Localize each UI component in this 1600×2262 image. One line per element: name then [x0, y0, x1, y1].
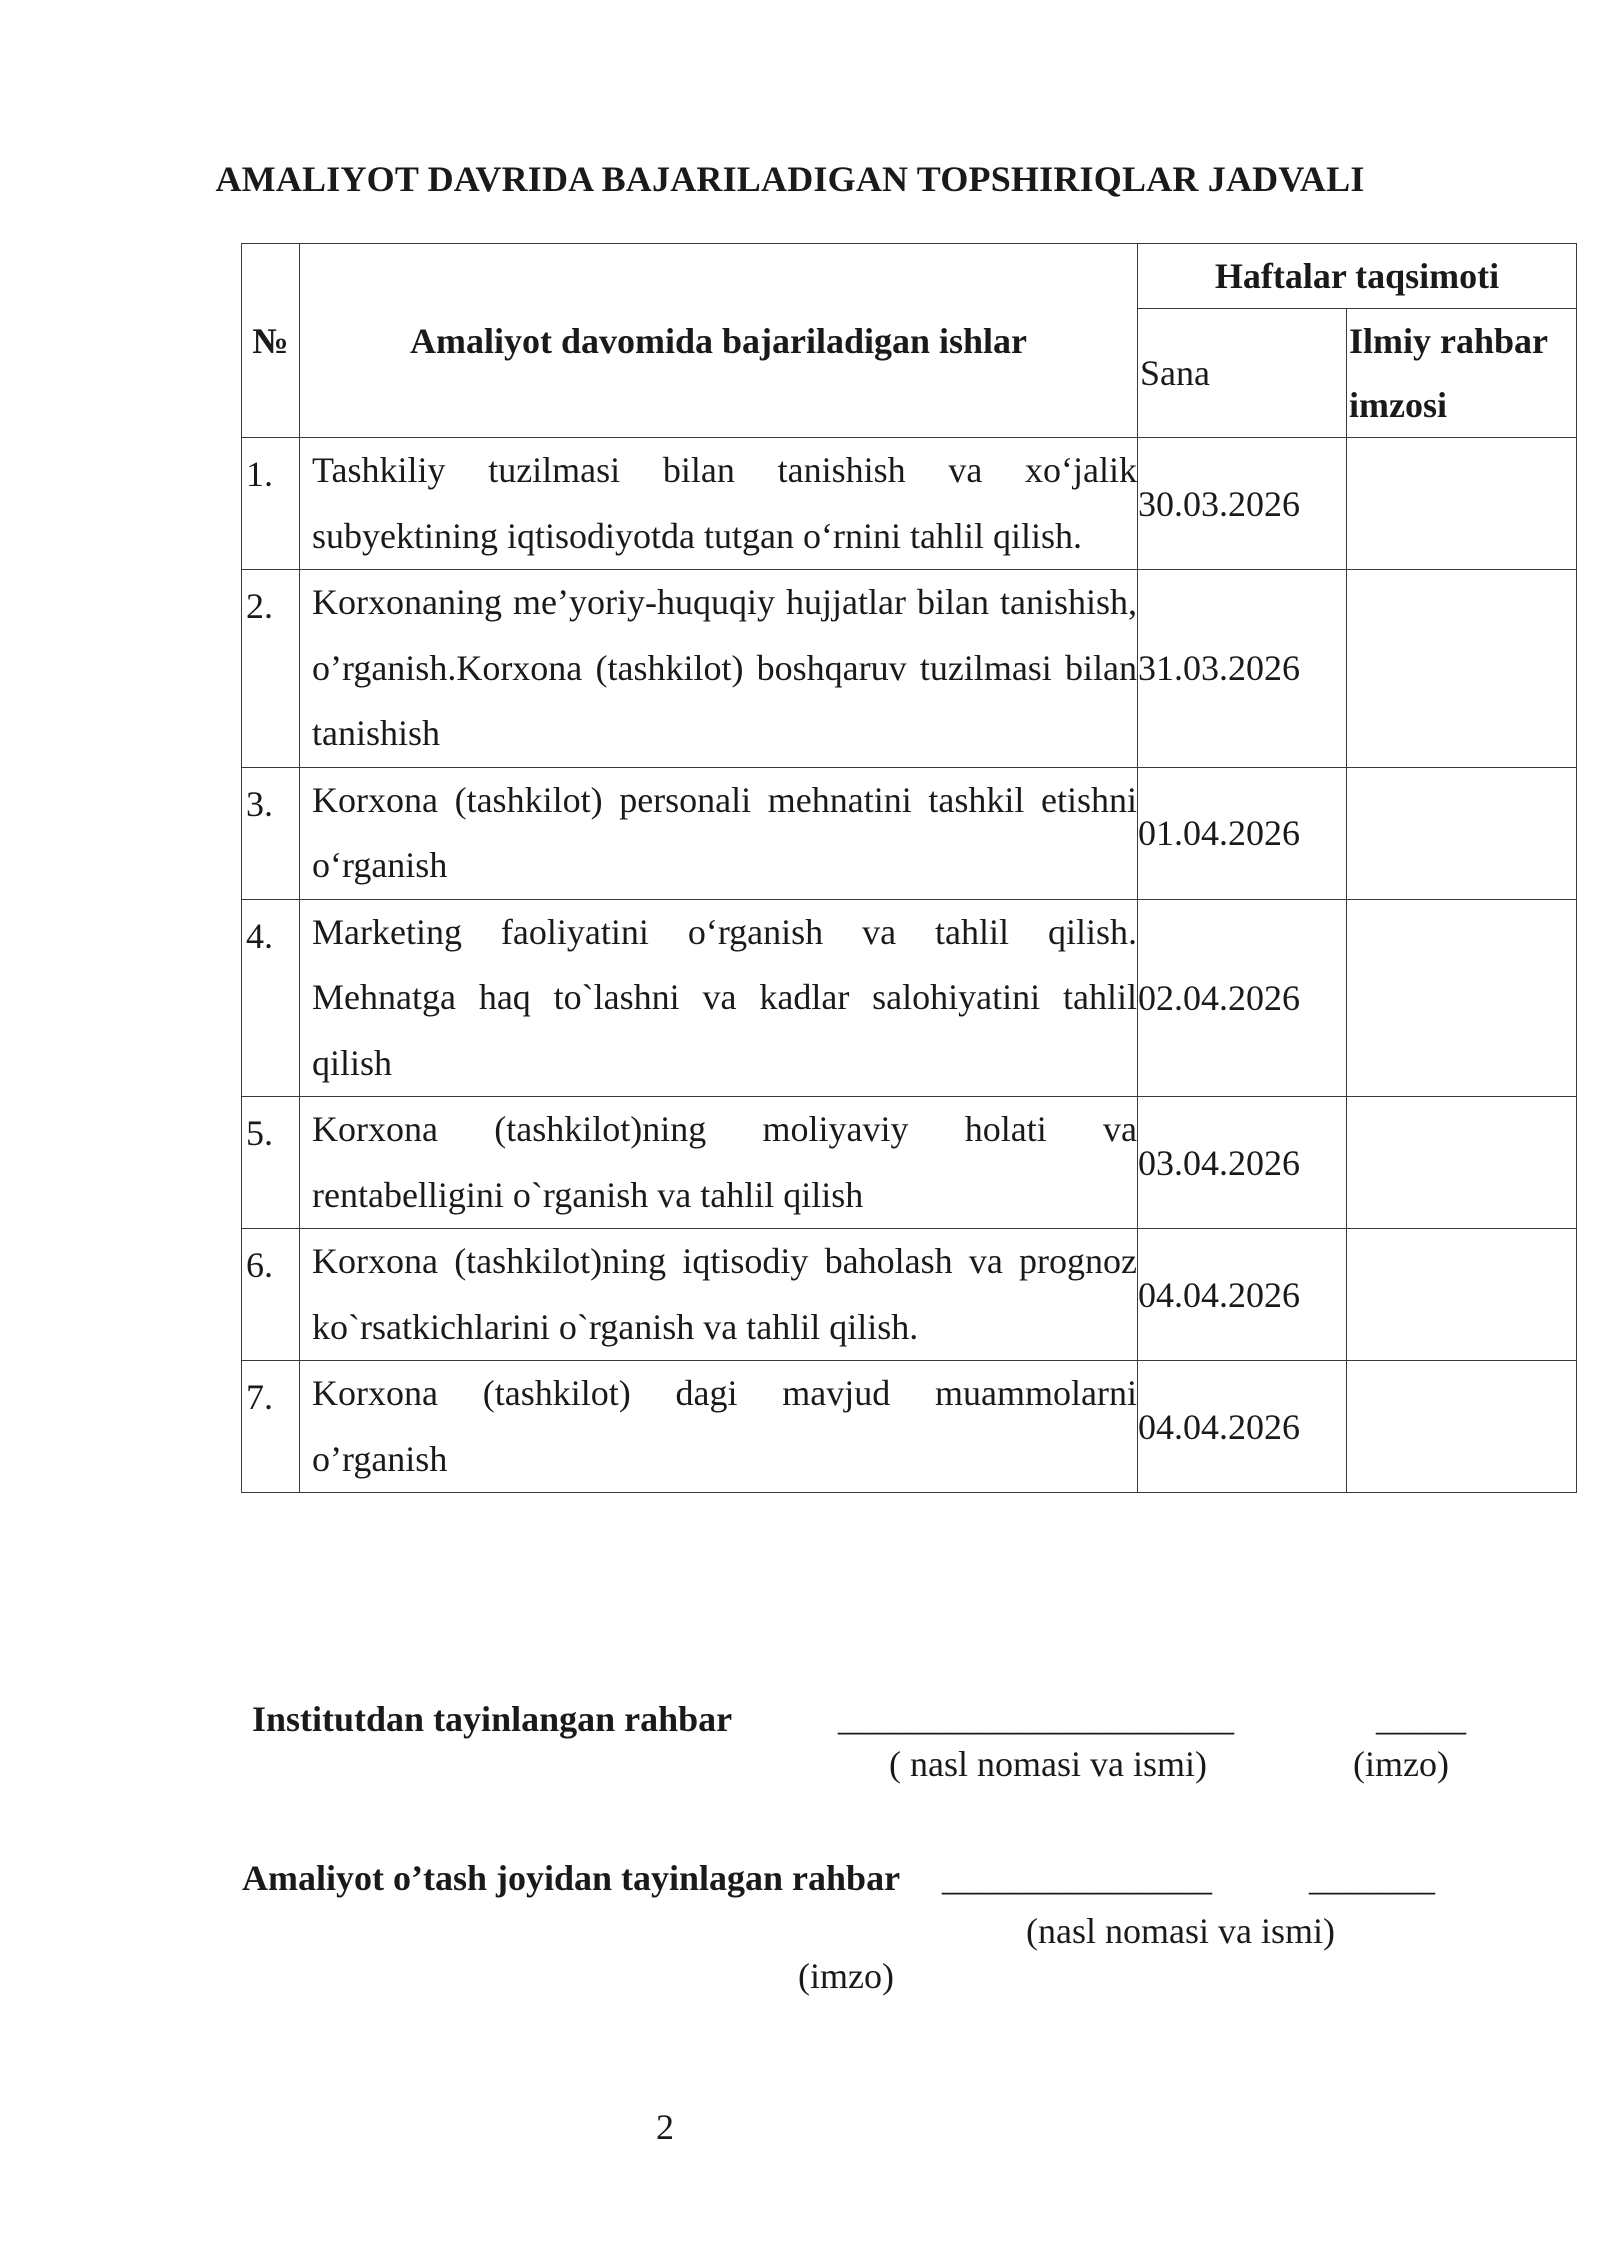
- row-task: Tashkiliy tuzilmasi bilan tanishish va xo‘jalik subyektining iqtisodiyotda tutgan o‘rnini tahlil qilish.: [300, 438, 1138, 570]
- row-number: 2.: [242, 570, 300, 768]
- row-task: Korxona (tashkilot) dagi mavjud muammolarni o’rganish: [300, 1361, 1138, 1493]
- workplace-name-line: _______________: [942, 1858, 1212, 1898]
- page-number: 2: [656, 2107, 674, 2147]
- header-signature: Ilmiy rahbar imzosi: [1347, 309, 1577, 438]
- row-number: 5.: [242, 1097, 300, 1229]
- institute-name-caption: ( nasl nomasi va ismi): [889, 1744, 1207, 1784]
- row-task: Korxona (tashkilot)ning iqtisodiy baholash va prognoz ko`rsatkichlarini o`rganish va tahlil qilish.: [300, 1229, 1138, 1361]
- row-date: 02.04.2026: [1138, 899, 1347, 1097]
- table-row: [242, 1229, 1577, 1361]
- row-date: 04.04.2026: [1138, 1229, 1347, 1361]
- row-number: 7.: [242, 1361, 300, 1493]
- row-number: 1.: [242, 438, 300, 570]
- header-number: №: [242, 244, 300, 438]
- workplace-sign-caption: (imzo): [798, 1956, 894, 1996]
- institute-name-line: ______________________: [838, 1698, 1234, 1738]
- row-task: Korxonaning me’yoriy-huquqiy hujjatlar bilan tanishish, o’rganish.Korxona (tashkilot) boshqaruv tuzilmasi bilan tanishish: [300, 570, 1138, 768]
- row-signature-cell: [1347, 570, 1577, 768]
- row-date: 03.04.2026: [1138, 1097, 1347, 1229]
- row-signature-cell: [1347, 1097, 1577, 1229]
- row-signature-cell: [1347, 1229, 1577, 1361]
- tasks-table: [241, 243, 1577, 1493]
- document-title: AMALIYOT DAVRIDA BAJARILADIGAN TOPSHIRIQLAR JADVALI: [215, 159, 1365, 199]
- row-signature-cell: [1347, 438, 1577, 570]
- header-works: Amaliyot davomida bajariladigan ishlar: [300, 244, 1138, 438]
- workplace-name-caption: (nasl nomasi va ismi): [1026, 1911, 1335, 1951]
- row-date: 31.03.2026: [1138, 570, 1347, 768]
- row-number: 4.: [242, 899, 300, 1097]
- table-header-row: [242, 244, 1577, 309]
- row-signature-cell: [1347, 767, 1577, 899]
- table-row: [242, 438, 1577, 570]
- row-signature-cell: [1347, 1361, 1577, 1493]
- row-number: 3.: [242, 767, 300, 899]
- institute-sign-line: _____: [1376, 1698, 1466, 1738]
- row-number: 6.: [242, 1229, 300, 1361]
- table-body: [242, 438, 1577, 1493]
- row-task: Korxona (tashkilot)ning moliyaviy holati va rentabelligini o`rganish va tahlil qilish: [300, 1097, 1138, 1229]
- table-row: [242, 899, 1577, 1097]
- header-weeks: Haftalar taqsimoti: [1138, 244, 1577, 309]
- institute-sign-caption: (imzo): [1353, 1744, 1449, 1784]
- workplace-sign-line: _______: [1309, 1858, 1435, 1898]
- table-row: [242, 767, 1577, 899]
- institute-supervisor-label: Institutdan tayinlangan rahbar: [252, 1699, 733, 1739]
- row-date: 01.04.2026: [1138, 767, 1347, 899]
- row-date: 04.04.2026: [1138, 1361, 1347, 1493]
- table-row: [242, 570, 1577, 768]
- row-task: Korxona (tashkilot) personali mehnatini tashkil etishni o‘rganish: [300, 767, 1138, 899]
- row-signature-cell: [1347, 899, 1577, 1097]
- table-row: [242, 1361, 1577, 1493]
- table-row: [242, 1097, 1577, 1229]
- header-date: Sana: [1138, 309, 1347, 438]
- row-date: 30.03.2026: [1138, 438, 1347, 570]
- row-task: Marketing faoliyatini o‘rganish va tahlil qilish. Mehnatga haq to`lashni va kadlar salohiyatini tahlil qilish: [300, 899, 1138, 1097]
- workplace-supervisor-label: Amaliyot o’tash joyidan tayinlagan rahbar: [242, 1858, 901, 1898]
